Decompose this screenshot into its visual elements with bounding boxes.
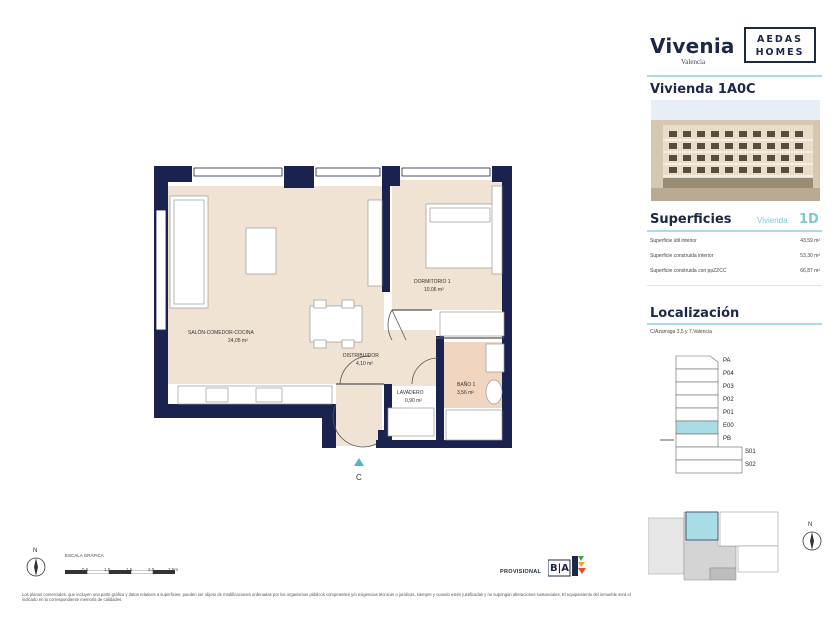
surface-row-value: 66,87 m² <box>800 268 820 274</box>
room-name-bedroom: DORMITORIO 1 <box>414 279 451 285</box>
compass-label: N <box>808 522 813 528</box>
partner-logo-line1: AEDAS <box>757 34 803 45</box>
room-area-bath: 3,56 m² <box>457 390 474 396</box>
divider <box>647 75 822 77</box>
room-area-bedroom: 10,06 m² <box>424 287 444 293</box>
brand-subtitle: Valencia <box>681 58 706 66</box>
entry-floor <box>336 386 382 446</box>
scale-tick: 1,0 <box>104 567 111 572</box>
room-name-hall: DISTRIBUIDOR <box>343 353 379 359</box>
surface-row-label: Superficie construida interior <box>650 253 714 259</box>
energy-badge-text: B|A <box>550 563 570 574</box>
floor-label-current: E00 <box>723 423 734 429</box>
site-map <box>648 508 783 584</box>
compass-icon <box>24 548 48 580</box>
partner-logo <box>744 27 816 63</box>
scale-bar <box>65 561 177 565</box>
divider <box>647 230 822 232</box>
surfaces-type-label: Vivienda <box>757 216 788 225</box>
floor-label: S02 <box>745 462 756 468</box>
entrance-label: C <box>356 473 362 482</box>
surface-row-label: Superficie útil interior <box>650 238 697 244</box>
location-address: C/Azarraga 3,5 y 7,Valencia <box>650 329 712 335</box>
partner-logo-line2: HOMES <box>755 47 805 58</box>
brand-title: Vivenia <box>650 34 735 58</box>
surface-row-value: 53,30 m² <box>800 253 820 259</box>
compass-label: N <box>33 548 38 554</box>
floor-label: PB <box>723 436 732 442</box>
floor-label: S01 <box>745 449 756 455</box>
scale-tick: 2,0 <box>148 567 155 572</box>
surface-row-label: Superficie construida con ppZZCC <box>650 268 727 274</box>
unit-title: Vivienda 1A0C <box>650 82 756 97</box>
floor-label: P03 <box>723 384 734 390</box>
floor-label: P04 <box>723 371 734 377</box>
scale-tick: 0,5 <box>82 567 89 572</box>
surfaces-type-code: 1D <box>799 212 819 227</box>
legal-disclaimer: Los planos comerciales, que incluyen una parte gráfica y datos relativos a superficies, pueden ser objeto de modificaciones ordenadas por los organismos públicos competentes y/o exigencias técnicas o jurídicas, siempre y cuando estén justificadas y no supongan alteraciones sustanciales. El equipamiento del inmueble será el indicado en la correspondiente memoria de calidades. <box>22 592 631 603</box>
room-area-laundry: 0,90 m² <box>405 398 422 404</box>
building-photo <box>651 100 820 201</box>
room-area-hall: 4,10 m² <box>356 361 373 367</box>
energy-provisional-label: PROVISIONAL <box>500 569 542 575</box>
compass-icon <box>800 522 824 552</box>
room-name-laundry: LAVADERO <box>397 390 424 396</box>
room-name-living: SALÓN-COMEDOR-COCINA <box>188 330 254 336</box>
divider <box>647 285 822 286</box>
surface-row-value: 43,59 m² <box>800 238 820 244</box>
scale-title: ESCALA GRÁFICA <box>65 553 104 558</box>
floor-stack <box>660 350 770 475</box>
floor-label: PA <box>723 358 731 364</box>
floor-label: P01 <box>723 410 734 416</box>
floor-label: P02 <box>723 397 734 403</box>
location-title: Localización <box>650 306 740 321</box>
room-name-bath: BAÑO 1 <box>457 382 476 388</box>
energy-rating-icon <box>548 554 588 578</box>
surfaces-title: Superficies <box>650 212 732 227</box>
scale-tick: 1,5 <box>126 567 133 572</box>
room-area-living: 24,05 m² <box>228 338 248 344</box>
divider <box>647 323 822 325</box>
scale-tick: 2,5m <box>168 567 179 572</box>
entrance-arrow-icon <box>354 458 364 466</box>
